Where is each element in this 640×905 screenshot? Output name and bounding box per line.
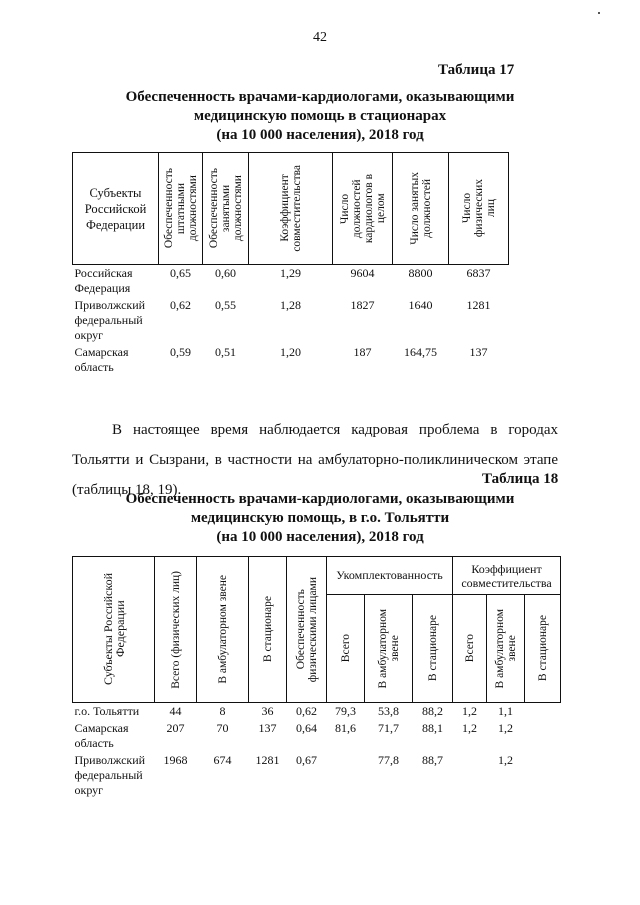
table18-title (60, 490, 580, 547)
table17 (72, 152, 509, 376)
table18-title-line: (на 10 000 населения), 2018 год (216, 529, 424, 545)
table17-cell: 8800 (408, 266, 433, 280)
table18-cell: 0,64 (296, 721, 317, 735)
table18-cell: 1,1 (498, 704, 514, 718)
table17-cell: 1827 (350, 298, 375, 312)
table17-cell: 1,28 (280, 298, 301, 312)
table18-title-line: Обеспеченность врачами-кардиологами, оказывающими (125, 491, 515, 507)
table17-title-line: медицинскую помощь в стационарах (193, 108, 447, 124)
table18-cell: 0,67 (296, 753, 317, 767)
table18-cell: 137 (258, 721, 277, 735)
table18-cell (453, 752, 487, 799)
table18-cell: 1,2 (462, 721, 478, 735)
table18-header-hospital: В стационаре (261, 596, 274, 663)
table17-cell: 1,20 (280, 345, 301, 359)
table18-cell: 88,1 (422, 721, 443, 735)
table18-cell: 44 (169, 704, 182, 718)
table17-caption: Таблица 17 (438, 62, 515, 78)
table18-cell (525, 752, 561, 799)
table18-cell: 71,7 (378, 721, 399, 735)
table17-title (60, 88, 580, 145)
table17-title-line: (на 10 000 населения), 2018 год (216, 127, 424, 143)
table18-caption: Таблица 18 (482, 471, 559, 487)
table17-title-line: Обеспеченность врачами-кардиологами, оказывающими (125, 89, 515, 105)
table18-cell: 81,6 (335, 721, 356, 735)
table17-cell: 0,51 (215, 345, 236, 359)
table18-cell: 1281 (255, 753, 280, 767)
table17-header-occupied-positions: Число занятых должностей (408, 172, 433, 245)
table18-cell (525, 703, 561, 721)
table18-cell: 1,2 (498, 721, 514, 735)
table17-cell: 0,55 (215, 298, 236, 312)
table18 (72, 556, 561, 799)
table-row (73, 297, 509, 344)
table17-cell: 0,59 (170, 345, 191, 359)
table18-cell (327, 752, 365, 799)
table18-cell: 88,7 (422, 753, 443, 767)
table18-cell: 77,8 (378, 753, 399, 767)
table18-cell: 1968 (163, 753, 188, 767)
table17-cell: 0,62 (170, 298, 191, 312)
table18-cell: г.о. Тольятти (74, 704, 140, 718)
scan-speck (598, 12, 600, 14)
table17-cell: 1640 (408, 298, 433, 312)
table18-subheader-total: Всего (339, 634, 352, 663)
table18-cell: 0,62 (296, 704, 317, 718)
table18-header-coefficient: Коэффициент совместительства (453, 557, 561, 595)
table17-header-staff-provision: Обеспеченность штатными должностями (162, 168, 199, 249)
table18-cell: Приволжский федеральный округ (74, 753, 146, 797)
table18-cell: Самарская область (74, 721, 129, 750)
table18-header-total: Всего (физических лиц) (169, 570, 182, 689)
table18-cell: 36 (261, 704, 274, 718)
table18-subheader-hospital: В стационаре (426, 615, 439, 682)
table17-header-coefficient: Коэффициент совместительства (278, 165, 303, 252)
table18-subheader-hospital: В стационаре (536, 615, 549, 682)
table-row (73, 752, 561, 799)
table17-header-occupied-provision: Обеспеченность занятыми должностями (207, 168, 244, 249)
table17-cell: 1,29 (280, 266, 301, 280)
table18-subheader-total: Всего (463, 634, 476, 663)
table17-cell: Самарская область (74, 345, 129, 374)
table18-cell: 674 (213, 753, 232, 767)
table18-cell: 8 (219, 704, 226, 718)
table18-header-ambulatory: В амбулаторном звене (216, 575, 229, 684)
table17-cell: 0,65 (170, 266, 191, 280)
table17-header-positions-total: Число должностей кардиологов в целом (338, 173, 387, 244)
table17-cell: 0,60 (215, 266, 236, 280)
table18-cell: 79,3 (335, 704, 356, 718)
table17-cell: Приволжский федеральный округ (74, 298, 146, 342)
table17-header-individuals: Число физических лиц (460, 179, 497, 238)
table18-cell (525, 720, 561, 752)
table18-header-provision: Обеспеченность физическими лицами (294, 576, 319, 683)
table18-cell: 1,2 (462, 704, 478, 718)
body-paragraph-text: В настоящее время наблюдается кадровая проблема в городах Тольятти и Сызрани, в частности на амбулаторно-поликлиническом этапе (таблицы 18, 19). (72, 422, 558, 498)
table-row (73, 344, 509, 376)
table18-cell: 70 (216, 721, 229, 735)
table-row (73, 265, 509, 298)
page-number: 42 (313, 30, 327, 45)
table18-header-staffing: Укомплектованность (327, 557, 453, 595)
table18-header-subject: Субъекты Российской Федерации (100, 573, 127, 686)
table18-cell: 88,2 (422, 704, 443, 718)
table17-cell: Российская Федерация (74, 266, 133, 295)
table17-cell: 137 (469, 345, 488, 359)
table17-cell: 187 (353, 345, 372, 359)
table18-cell: 1,2 (498, 753, 514, 767)
table17-cell: 1281 (466, 298, 491, 312)
table18-cell: 207 (166, 721, 185, 735)
table-row (73, 720, 561, 752)
table-row (73, 703, 561, 721)
table17-cell: 6837 (466, 266, 491, 280)
table17-header-subject: Субъекты Российской Федерации (73, 153, 159, 265)
table18-cell: 53,8 (378, 704, 399, 718)
table18-subheader-ambulatory: В амбулаторном звене (376, 608, 401, 689)
table18-subheader-ambulatory: В амбулаторном звене (493, 608, 518, 689)
table17-cell: 9604 (350, 266, 375, 280)
table17-cell: 164,75 (404, 345, 437, 359)
table18-title-line: медицинскую помощь, в г.о. Тольятти (190, 510, 450, 526)
